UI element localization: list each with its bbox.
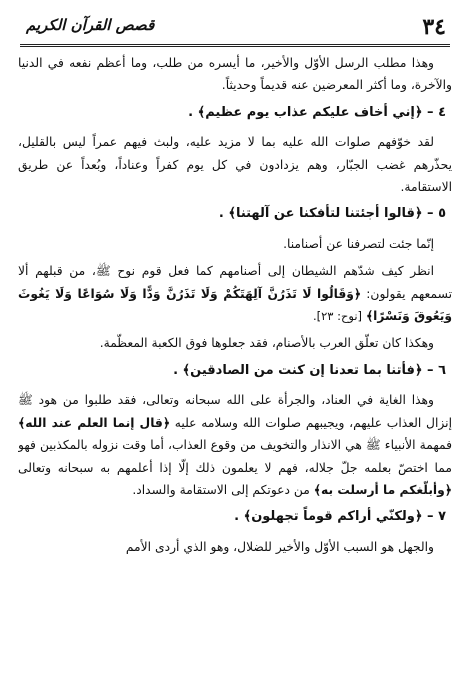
heading-7	[18, 506, 452, 528]
paragraph-6-part-3: من دعوتكم إلى الاستقامة والسداد.	[132, 482, 310, 497]
page-number: ٣٤	[422, 14, 446, 40]
heading-4	[18, 102, 452, 124]
paragraph-6-part-2: فمهمة الأنبياء ﷺ هي الانذار والتخويف من وقوع العذاب، أما وقت نزوله بالمكذبين فهو مما اختصّ بعلمه جلّ جلاله، فهم لا يعلمون ذلك إلّا إذا أعلمهم به سبحانه وتعالى	[18, 438, 452, 475]
paragraph-1: وهذا مطلب الرسل الأوّل والأخير، ما أيسره من طلب، وما أعظم نفعه في الدنيا والآخرة، وما أكثر المعرضين عنه قديماً وحديثاً.	[18, 56, 452, 93]
heading-7-quote: ﴿ولكنّي أراكم قوماً تجهلون﴾ .	[234, 509, 423, 525]
paragraph-6	[18, 389, 452, 501]
paragraph-6-quote-2: ﴿وأبلّغكم ما أرسلت به﴾	[313, 482, 452, 497]
heading-6-number: ٦ –	[427, 362, 446, 378]
paragraph-6-quote-1: ﴿قال إنما العلم عند الله﴾	[18, 415, 171, 430]
page-body	[18, 52, 452, 676]
page-header	[20, 8, 450, 48]
paragraph-3: إنّما جئت لتصرفنا عن أصنامنا.	[283, 236, 434, 251]
paragraph-6-part-1: وهذا الغاية في العناد، والجرأة على الله سبحانه وتعالى، فقد طلبوا من هود ﷺ إنزال العذاب عليهم، ويجيبهم صلوات الله وسلامه عليه	[18, 393, 452, 430]
paragraph-7: والجهل هو السبب الأوّل والأخير للضلال، وهو الذي أردى الأمم	[125, 539, 434, 554]
heading-4-number: ٤ –	[427, 104, 446, 120]
paragraph-4	[18, 260, 452, 327]
heading-6-quote: ﴿فأتنا بما تعدنا إن كنت من الصادقين﴾ .	[173, 362, 423, 378]
paragraph-5: وهكذا كان تعلّق العرب بالأصنام، فقد جعلوها فوق الكعبة المعظّمة.	[99, 336, 434, 351]
heading-5-number: ٥ –	[427, 206, 446, 222]
heading-5-quote: ﴿قالوا أجئتنا لتأفكنا عن آلهتنا﴾ .	[218, 206, 423, 222]
paragraph-2: لقد خوّفهم صلوات الله عليه بما لا مزيد عليه، ولبث فيهم عمراً ليس بالقليل، يحذّرهم غضب الجبّار، وهم يزدادون في كل يوم كفراً وعناداً، وبُعداً عن طريق الاستقامة.	[18, 135, 452, 195]
heading-7-number: ٧ –	[427, 509, 446, 525]
paragraph-4-lead: انظر كيف شدّهم الشيطان إلى أصنامهم كما فعل قوم نوح ﷺ، من قبلهم ألا تسمعهم يقولون:	[18, 264, 452, 301]
heading-6	[18, 360, 452, 382]
verse-citation: [نوح: ٢٣].	[312, 309, 363, 324]
heading-4-quote: ﴿إني أخاف عليكم عذاب يوم عظيم﴾ .	[188, 104, 423, 120]
heading-5	[18, 203, 452, 225]
header-divider	[20, 44, 450, 47]
quran-verse: ﴿وَقَالُوا لَا تَذَرُنَّ آلِهَتَكُمْ وَلَا تَذَرُنَّ وَدًّا وَلَا سُوَاعًا وَلَا يَغُوثَ وَيَعُوقَ وَنَسْرًا﴾	[18, 286, 452, 324]
running-title: قصص القرآن الكريم	[26, 16, 155, 34]
